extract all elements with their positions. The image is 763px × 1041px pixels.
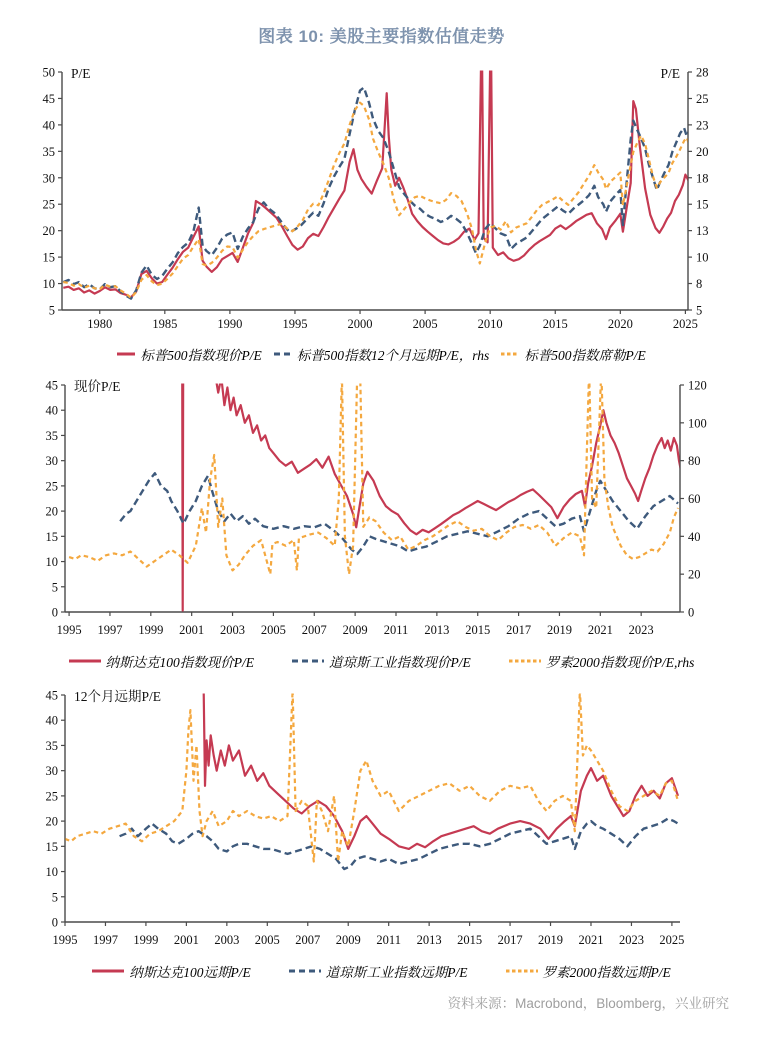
axis-label: 5 xyxy=(48,303,55,318)
axis-label: 2021 xyxy=(578,933,604,947)
left-axis-title: 12个月远期P/E xyxy=(74,689,162,704)
axis-label: 0 xyxy=(51,605,58,620)
left-axis-title: P/E xyxy=(71,66,91,81)
chart-sp500-legend xyxy=(0,343,763,365)
axis-label: 2001 xyxy=(173,933,199,947)
chart-forward-pe xyxy=(0,686,763,956)
right-axis-title: P/E xyxy=(660,66,680,81)
legend-item xyxy=(506,961,671,981)
axis-label: 2025 xyxy=(672,317,698,331)
axis-label: 1997 xyxy=(92,933,118,947)
axis-label: 1995 xyxy=(52,933,78,947)
axis-label: 20 xyxy=(696,144,709,159)
legend-swatch xyxy=(292,656,324,666)
legend-item xyxy=(274,344,490,364)
legend-item xyxy=(92,961,251,981)
series-sp500-shiller-pe xyxy=(63,103,689,298)
axis-label: 10 xyxy=(42,277,55,292)
axis-label: 15 xyxy=(45,839,58,854)
axis-label: 30 xyxy=(42,171,55,186)
axis-label: 15 xyxy=(696,197,709,212)
legend-label: 标普500指数现价P/E xyxy=(140,348,262,363)
left-axis-title: 现价P/E xyxy=(74,379,121,394)
series-nasdaq100-forward-pe xyxy=(204,686,678,849)
legend-swatch xyxy=(92,966,124,976)
legend-item xyxy=(292,651,471,671)
axis-label: 2005 xyxy=(254,933,280,947)
series-sp500-trailing-pe xyxy=(63,55,689,297)
legend-label: 道琼斯工业指数现价P/E xyxy=(329,655,471,670)
series-russell2000-trailing-pe-rhs xyxy=(69,376,678,574)
axis-label: 1999 xyxy=(138,623,164,637)
axis-label: 2020 xyxy=(607,317,633,331)
legend-swatch xyxy=(506,966,538,976)
axis-label: 2003 xyxy=(214,933,240,947)
axis-label: 20 xyxy=(45,814,58,829)
axis-label: 2023 xyxy=(628,623,654,637)
axis-label: 2019 xyxy=(546,623,572,637)
legend-label: 罗素2000指数远期P/E xyxy=(542,965,671,980)
legend-swatch xyxy=(274,349,292,359)
axis-label: 40 xyxy=(42,118,55,133)
axis-label: 40 xyxy=(688,529,701,544)
axis-label: 23 xyxy=(696,118,709,133)
axis-label: 1980 xyxy=(87,317,113,331)
axis-label: 1999 xyxy=(133,933,159,947)
axis-label: 1990 xyxy=(217,317,243,331)
legend-item xyxy=(509,651,695,671)
axis-label: 2015 xyxy=(542,317,568,331)
axis-label: 2000 xyxy=(347,317,373,331)
axis-label: 25 xyxy=(696,91,709,106)
axis-label: 2013 xyxy=(424,623,450,637)
axis-label: 15 xyxy=(42,250,55,265)
legend-item xyxy=(501,344,646,364)
axis-label: 80 xyxy=(688,454,701,469)
axis-label: 1985 xyxy=(152,317,178,331)
axis-label: 2015 xyxy=(457,933,483,947)
legend-label: 罗素2000指数现价P/E,rhs xyxy=(545,655,695,670)
axis-label: 1995 xyxy=(56,623,82,637)
axis-label: 13 xyxy=(696,224,709,239)
axis-label: 5 xyxy=(51,580,58,595)
legend-item xyxy=(289,961,468,981)
source-note: 资料来源：Macrobond，Bloomberg，兴业研究 xyxy=(447,996,729,1011)
axis-label: 20 xyxy=(42,224,55,239)
legend-label: 纳斯达克100远期P/E xyxy=(129,965,251,980)
legend-label: 标普500指数席勒P/E xyxy=(524,348,646,363)
axis-label: 5 xyxy=(51,890,58,905)
axis-label: 50 xyxy=(42,65,55,80)
chart-current-pe xyxy=(0,376,763,646)
axis-label: 2015 xyxy=(465,623,491,637)
legend-swatch xyxy=(69,656,101,666)
axis-label: 2013 xyxy=(416,933,442,947)
legend-item xyxy=(69,651,255,671)
axis-label: 40 xyxy=(45,403,58,418)
axis-label: 35 xyxy=(42,144,55,159)
axis-label: 8 xyxy=(696,277,703,292)
axis-label: 20 xyxy=(45,504,58,519)
legend-label: 道琼斯工业指数远期P/E xyxy=(325,965,468,980)
axis-label: 10 xyxy=(696,250,709,265)
axis-label: 10 xyxy=(45,865,58,880)
series-sp500-forward-pe-rhs xyxy=(63,88,689,299)
axis-label: 2011 xyxy=(383,623,409,637)
axis-label: 1997 xyxy=(97,623,123,637)
axis-label: 120 xyxy=(688,378,707,393)
axis-label: 25 xyxy=(45,789,58,804)
axis-label: 2003 xyxy=(220,623,246,637)
axis-label: 2009 xyxy=(342,623,368,637)
axis-label: 0 xyxy=(688,605,695,620)
axis-label: 60 xyxy=(688,492,701,506)
axis-label: 45 xyxy=(42,91,55,106)
axis-label: 2007 xyxy=(295,933,321,947)
axis-label: 2019 xyxy=(538,933,564,947)
figure-title: 图表 10: 美股主要指数估值走势 xyxy=(258,27,505,46)
legend-swatch xyxy=(117,349,135,359)
axis-label: 2005 xyxy=(412,317,438,331)
axis-label: 2021 xyxy=(587,623,613,637)
axis-label: 25 xyxy=(45,479,58,494)
axis-label: 2023 xyxy=(618,933,644,947)
axis-label: 30 xyxy=(45,454,58,469)
axis-label: 25 xyxy=(42,197,55,212)
axis-label: 45 xyxy=(45,378,58,393)
axis-label: 1995 xyxy=(282,317,308,331)
legend-label: 纳斯达克100指数现价P/E xyxy=(105,655,255,670)
axis-label: 2011 xyxy=(376,933,401,947)
chart-current-pe-legend xyxy=(0,650,763,672)
legend-swatch xyxy=(289,966,321,976)
axis-label: 2001 xyxy=(179,623,205,637)
axis-label: 5 xyxy=(696,303,703,318)
axis-label: 2025 xyxy=(659,933,685,947)
axis-label: 30 xyxy=(45,764,58,779)
legend-swatch xyxy=(501,349,519,359)
chart-sp500-valuation xyxy=(0,55,763,345)
axis-label: 2007 xyxy=(301,623,327,637)
legend-item xyxy=(117,344,262,364)
legend-label: 标普500指数12个月远期P/E，rhs xyxy=(296,348,490,363)
axis-label: 2010 xyxy=(477,317,503,331)
axis-label: 2009 xyxy=(335,933,361,947)
axis-label: 35 xyxy=(45,428,58,443)
axis-label: 18 xyxy=(696,171,709,186)
axis-label: 35 xyxy=(45,738,58,753)
series-dow-forward-pe xyxy=(120,819,678,869)
axis-label: 45 xyxy=(45,688,58,703)
legend-swatch xyxy=(509,656,541,666)
axis-label: 20 xyxy=(688,567,701,582)
axis-label: 2005 xyxy=(260,623,286,637)
axis-label: 2017 xyxy=(497,933,523,947)
axis-label: 10 xyxy=(45,555,58,570)
axis-label: 15 xyxy=(45,529,58,544)
axis-label: 100 xyxy=(688,416,707,431)
axis-label: 40 xyxy=(45,713,58,728)
axis-label: 2017 xyxy=(506,623,532,637)
axis-label: 0 xyxy=(51,915,58,930)
axis-label: 28 xyxy=(696,65,709,80)
chart-forward-pe-legend xyxy=(0,960,763,982)
